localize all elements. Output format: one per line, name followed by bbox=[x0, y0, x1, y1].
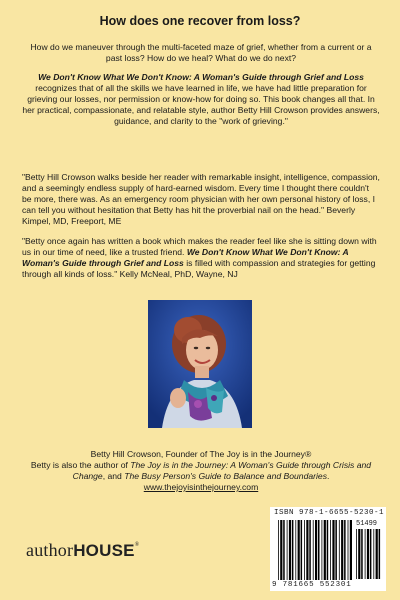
testimonial-mcneal-part1: "Betty once again has written a book which makes the reader feel like she is sitting down with us in our time of need, like a trusted friend. bbox=[22, 236, 377, 257]
author-photo bbox=[148, 300, 252, 428]
author-other-books bbox=[22, 460, 380, 482]
testimonial-mcneal-book-title: We Don't Know What We Don't Know: A Woman's Guide through Grief and Loss bbox=[22, 247, 349, 268]
author-other-books-suffix: . bbox=[327, 471, 330, 481]
author-founder-line: Betty Hill Crowson, Founder of The Joy is in the Journey® bbox=[90, 449, 312, 459]
testimonial-kimpel: "Betty Hill Crowson walks beside her reader with remarkable insight, intelligence, compassion, and a seemingly endless supply of hard-earned wisdom. Every time I thought there couldn't be more, there was. As an emergency room physician with her own personal history of loss, I can tell you without hesitation that Betty has hit the proverbial nail on the head." Beverly Kimpel, MD, Freeport, ME bbox=[22, 172, 380, 226]
logo-author-text: author bbox=[26, 540, 74, 560]
author-other-books-prefix: Betty is also the author of bbox=[30, 460, 131, 470]
blurb-body: recognizes that of all the skills we have learned in life, we have had little preparation for grieving our losses, nor permission or know-how for doing so. This book changes all that. In her practical, compassionate, and relatable style, author Betty Hill Crowson provides answers, guidance, and clarity to the "work of grieving." bbox=[22, 83, 380, 126]
author-website-link[interactable]: www.thejoyisinthejourney.com bbox=[143, 482, 259, 492]
logo-house-text: HOUSE bbox=[73, 541, 135, 560]
testimonial-mcneal bbox=[22, 236, 380, 280]
author-book-joy: The Joy is in the Journey: A Woman's Guide through Crisis and Change bbox=[72, 460, 372, 481]
author-book-busy-person: The Busy Person's Guide to Balance and Boundaries bbox=[124, 471, 327, 481]
authorhouse-logo bbox=[26, 540, 139, 561]
blurb-book-title: We Don't Know What We Don't Know: A Woman's Guide through Grief and Loss bbox=[38, 72, 364, 82]
cover-heading: How does one recover from loss? bbox=[99, 14, 301, 28]
author-portrait-illustration bbox=[148, 300, 252, 428]
blurb-paragraph bbox=[22, 72, 380, 127]
isbn-barcode bbox=[270, 507, 386, 591]
isbn-number: ISBN 978-1-6655-5230-1 bbox=[274, 509, 385, 517]
intro-paragraph: How do we maneuver through the multi-faceted maze of grief, whether from a current or a past loss? How do we heal? What do we do next? bbox=[30, 42, 372, 63]
barcode-bars bbox=[270, 507, 386, 591]
testimonial-mcneal-part2: is filled with compassion and strategies for getting through all kinds of loss." Kelly McNeal, PhD, Wayne, NJ bbox=[22, 258, 376, 279]
author-info bbox=[22, 449, 380, 493]
logo-registered-mark: ® bbox=[134, 542, 140, 548]
barcode-digits: 9 781665 552301 bbox=[272, 581, 352, 589]
barcode-price-code: 51499 bbox=[356, 520, 378, 528]
author-other-books-mid: , and bbox=[102, 471, 125, 481]
